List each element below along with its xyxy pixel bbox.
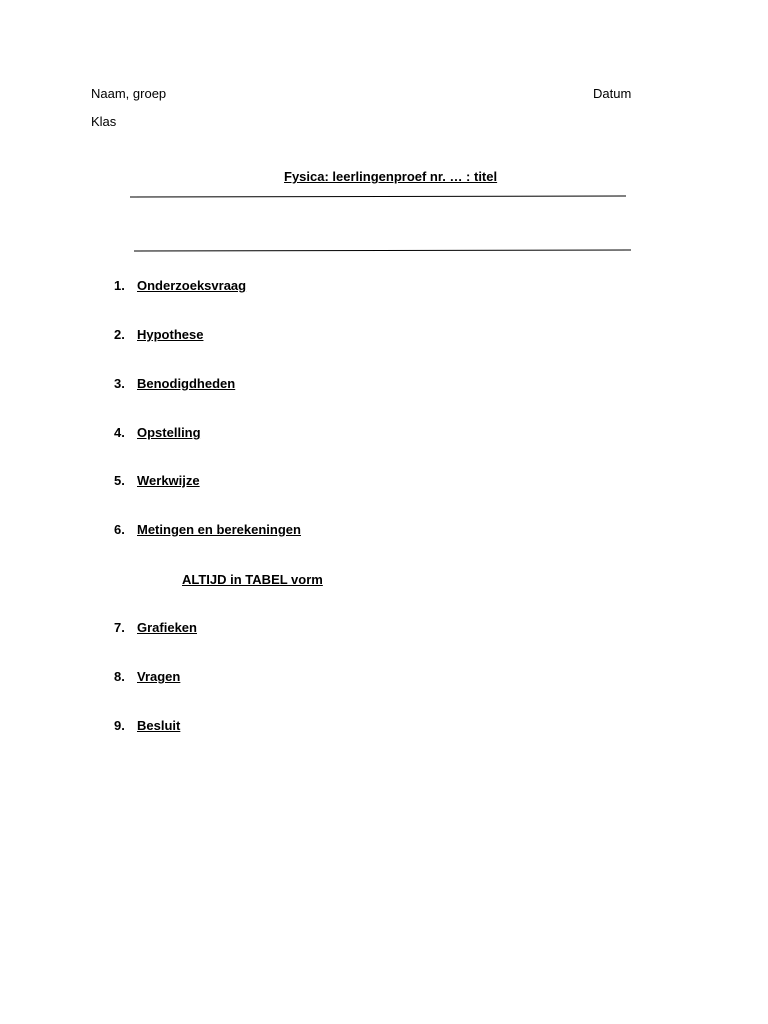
document-title: Fysica: leerlingenproef nr. … : titel [284,169,498,184]
section-number: 2. [114,327,125,342]
section-label: Metingen en berekeningen [137,522,301,537]
section-item-3 [114,376,235,391]
section-item-9 [114,718,180,733]
section-item-8 [114,669,180,684]
section-item-5 [114,473,200,488]
section-number: 4. [114,425,125,440]
section-label: Hypothese [137,327,204,342]
section-label: Werkwijze [137,473,200,488]
section-number: 7. [114,620,125,635]
section-number: 5. [114,473,125,488]
section-item-4 [114,425,201,440]
name-group-label: Naam, groep [91,86,167,101]
section-number: 6. [114,522,125,537]
section-number: 1. [114,278,125,293]
section-label: Benodigdheden [137,376,236,391]
title-underline-rule-2 [134,249,631,251]
section-item-2 [114,327,203,342]
section-label: Onderzoeksvraag [137,278,247,293]
section-number: 3. [114,376,125,391]
section-number: 9. [114,718,125,733]
section-label: Grafieken [137,620,197,635]
table-form-note: ALTIJD in TABEL vorm [182,572,323,587]
class-label: Klas [91,114,117,129]
section-item-1 [114,278,246,293]
section-item-7 [114,620,197,635]
section-number: 8. [114,669,125,684]
section-item-6 [114,522,301,537]
title-underline-rule-1 [130,195,626,197]
section-label: Opstelling [137,425,201,440]
section-label: Vragen [137,669,181,684]
section-label: Besluit [137,718,181,733]
date-label: Datum [593,86,632,101]
